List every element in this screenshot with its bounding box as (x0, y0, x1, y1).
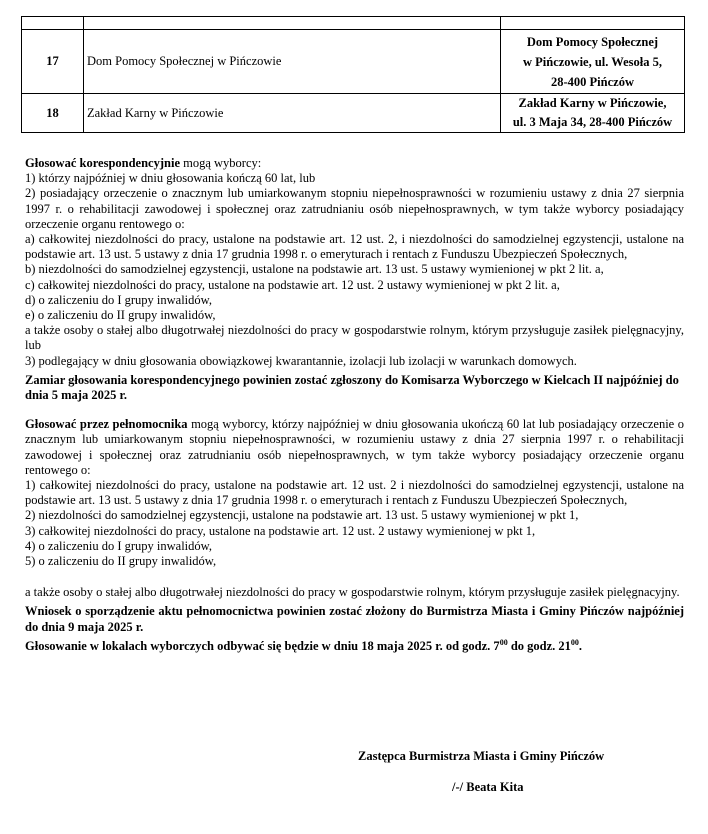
table-cell (501, 17, 685, 30)
station-name: Dom Pomocy Społecznej w Pińczowie (84, 30, 501, 94)
proxy-voting-intro-text: mogą wyborcy, którzy najpóźniej w dniu głosowania ukończą 60 lat lub posiadający orzeczenie o znacznym lub umiarkowanym stopniu niepełnosprawności, w rozumieniu ustawy z dnia 27 sierpnia 1997 r. o rehabilitacji zawodowej i społecznej oraz zatrudnianiu osób niepełnosprawnych, w tym także wyborcy posiadający orzeczenie organu rentowego o: (25, 417, 684, 477)
polling-stations-table (21, 16, 685, 133)
table-cell (84, 17, 501, 30)
proxy-item-5: 5) o zaliczeniu do II grupy inwalidów, (25, 554, 217, 569)
mail-voting-intro-text: mogą wyborcy: (180, 156, 262, 170)
station-number: 18 (22, 94, 84, 133)
mail-item-d: d) o zaliczeniu do I grupy inwalidów, (25, 292, 212, 307)
proxy-item-3: 3) całkowitej niezdolności do pracy, ustalone na podstawie art. 12 ust. 2 ustawy wymienionej w pkt 1, (25, 523, 536, 538)
address-line: Dom Pomocy Społecznej (526, 34, 659, 49)
proxy-deadline: Wniosek o sporządzenie aktu pełnomocnictwa powinien zostać złożony do Burmistrza Miasta i Gminy Pińczów najpóźniej do dnia 9 maja 2025 r. (25, 604, 684, 634)
voting-hours-text: Głosowanie w lokalach wyborczych odbywać się będzie w dniu 18 maja 2025 r. od godz. 7 (25, 638, 500, 653)
mail-deadline: Zamiar głosowania korespondencyjnego powinien zostać zgłoszony do Komisarza Wyborczego w Kielcach II najpóźniej do dnia 5 maja 2025 r. (25, 372, 679, 403)
voting-hours-middle: do godz. 21 (507, 638, 571, 653)
body-text (25, 156, 684, 654)
address-line: Zakład Karny w Pińczowie, (518, 96, 667, 110)
proxy-item-2: 2) niezdolności do samodzielnej egzystencji, ustalone na podstawie art. 13 ust. 5 ustawy wymienionej w pkt 1, (25, 508, 579, 523)
mail-item-3: 3) podlegający w dniu głosowania obowiązkowej kwarantannie, izolacji lub izolacji w warunkach domowych. (25, 353, 577, 368)
mail-voting-intro (25, 156, 684, 171)
voting-hours-end: . (578, 638, 583, 653)
mail-item-2: 2) posiadający orzeczenie o znacznym lub umiarkowanym stopniu niepełnosprawności w rozumieniu ustawy z dnia 27 sierpnia 1997 r. o rehabilitacji zawodowej i społecznej oraz zatrudnianiu osób niepełnosprawnych, w tym także wyborcy posiadający orzeczenie organu rentowego o: (25, 186, 684, 231)
mail-voting-heading: Głosować korespondencyjnie (25, 156, 180, 170)
table-row (22, 17, 685, 30)
signature-title: Zastępca Burmistrza Miasta i Gminy Pińczów (358, 749, 605, 763)
proxy-voting-intro (25, 417, 684, 478)
address-line: ul. 3 Maja 34, 28-400 Pińczów (512, 115, 673, 129)
mail-item-e: e) o zaliczeniu do II grupy inwalidów, (25, 308, 216, 323)
mail-also: a także osoby o stałej albo długotrwałej niezdolności do pracy w gospodarstwie rolnym, którym przysługuje zasiłek pielęgnacyjny, lub (25, 323, 684, 353)
address-line: w Pińczowie, ul. Wesoła 5, (522, 54, 662, 69)
voting-hours (25, 639, 684, 654)
table-row (22, 94, 685, 133)
proxy-also: a także osoby o stałej albo długotrwałej niezdolności do pracy w gospodarstwie rolnym, którym przysługuje zasiłek pielęgnacyjny. (25, 585, 680, 600)
signature-name: /-/ Beata Kita (452, 780, 524, 794)
mail-item-b: b) niezdolności do samodzielnej egzystencji, ustalone na podstawie art. 13 ust. 5 ustawy wymienionej w pkt 2 lit. a, (25, 262, 604, 277)
proxy-item-4: 4) o zaliczeniu do I grupy inwalidów, (25, 538, 212, 553)
mail-item-c: c) całkowitej niezdolności do pracy, ustalone na podstawie art. 12 ust. 2 ustawy wymienionej w pkt 2 lit. a, (25, 277, 560, 292)
mail-item-a: a) całkowitej niezdolności do pracy, ustalone na podstawie art. 12 ust. 2, i niezdolności do samodzielnej egzystencji, ustalone na podstawie art. 13 ust. 5 ustawy z dnia 17 grudnia 1998 r. o emeryturach i rentach z Funduszu Ubezpieczeń Społecznych, (25, 232, 684, 262)
start-minutes: 00 (499, 637, 508, 647)
station-address (501, 30, 685, 94)
address-line: 28-400 Pińczów (551, 74, 634, 89)
proxy-item-1: 1) całkowitej niezdolności do pracy, ustalone na podstawie art. 12 ust. 2 i niezdolności do samodzielnej egzystencji, ustalone na podstawie art. 13 ust. 5 ustawy z dnia 17 grudnia 1998 r. o emeryturach i rentach z Funduszu Ubezpieczeń Społecznych, (25, 478, 684, 508)
station-number: 17 (22, 30, 84, 94)
proxy-voting-heading: Głosować przez pełnomocnika (25, 417, 188, 432)
end-minutes: 00 (570, 637, 579, 647)
mail-item-1: 1) którzy najpóźniej w dniu głosowania kończą 60 lat, lub (25, 171, 316, 186)
station-name: Zakład Karny w Pińczowie (84, 94, 501, 133)
table-cell (22, 17, 84, 30)
station-address (501, 94, 685, 133)
table-row (22, 30, 685, 94)
